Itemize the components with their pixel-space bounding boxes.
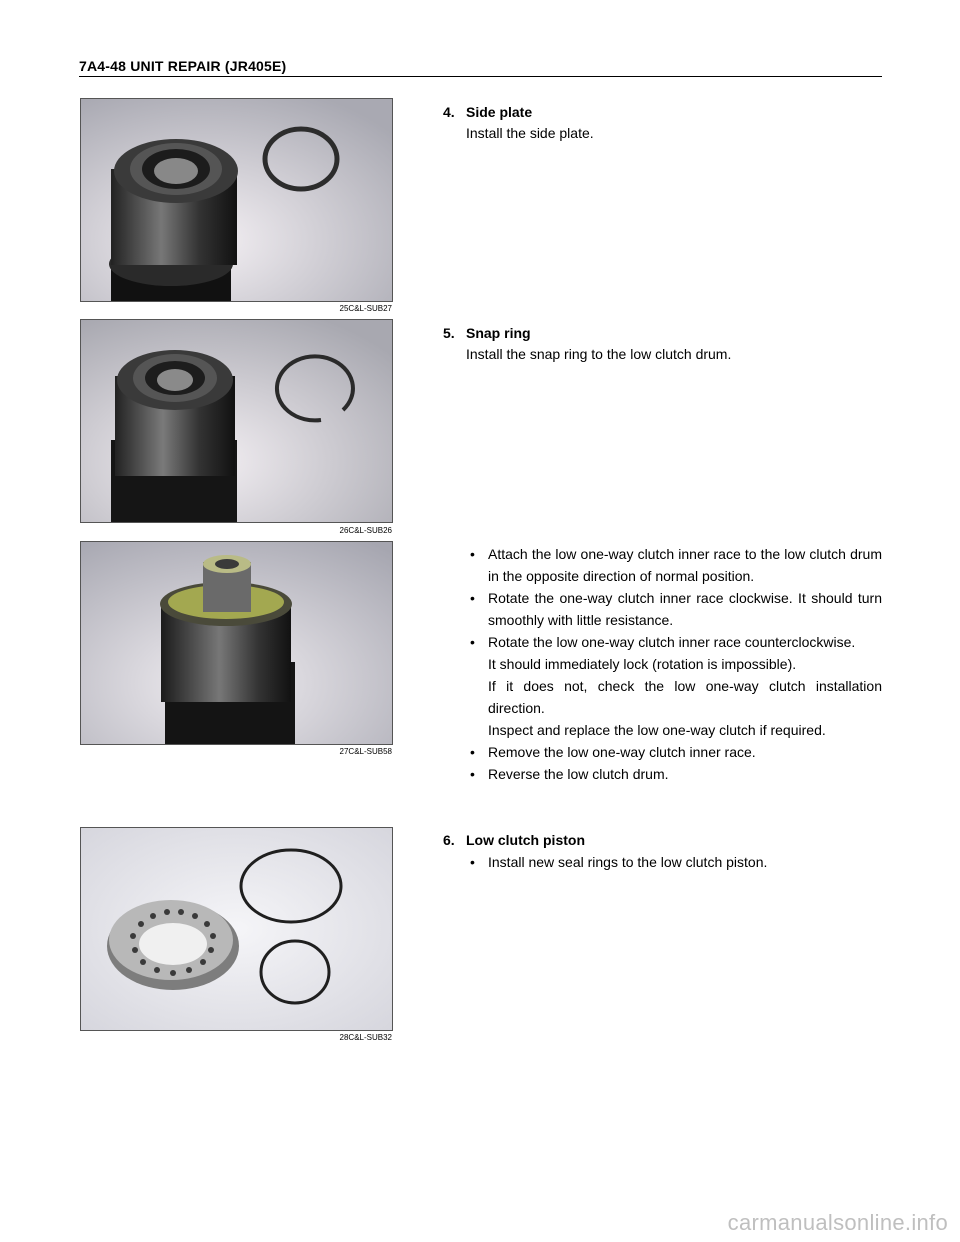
step-title	[443, 325, 531, 341]
bullet-glyph: •	[470, 634, 475, 650]
photo-low-clutch-piston	[80, 827, 393, 1031]
step-text: Install the side plate.	[466, 125, 594, 141]
step-title-text: Side plate	[466, 104, 533, 120]
inner-race-instructions	[466, 543, 882, 785]
list-item: • Attach the low one-way clutch inner race to the low clutch drum in the opposite direction of normal position.	[466, 543, 882, 587]
list-item-continuation: If it does not, check the low one-way clutch installation direction.	[488, 678, 882, 716]
photo-inner-race	[80, 541, 393, 745]
step-title	[443, 832, 585, 848]
step-number: 6.	[443, 832, 455, 848]
photo-snap-ring	[80, 319, 393, 523]
step-title-text: Snap ring	[466, 325, 531, 341]
list-item-continuation: Inspect and replace the low one-way clutch if required.	[488, 722, 826, 738]
page-header: 7A4-48 UNIT REPAIR (JR405E)	[79, 58, 287, 74]
piston-instructions	[466, 851, 882, 873]
list-item: • Remove the low one-way clutch inner race.	[466, 741, 882, 763]
bullet-glyph: •	[470, 590, 475, 606]
list-item-continuation: It should immediately lock (rotation is impossible).	[488, 656, 797, 672]
list-item: • Rotate the one-way clutch inner race clockwise. It should turn smoothly with little resistance.	[466, 587, 882, 631]
bullet-glyph: •	[470, 546, 475, 562]
bullet-glyph: •	[470, 854, 475, 870]
list-item: • Rotate the low one-way clutch inner race counterclockwise.	[466, 631, 882, 653]
list-item: • Reverse the low clutch drum.	[466, 763, 882, 785]
step-text: Install the snap ring to the low clutch drum.	[466, 346, 732, 362]
photo-side-plate	[80, 98, 393, 302]
step-number: 4.	[443, 104, 455, 120]
photo-code: 25C&L-SUB27	[339, 304, 392, 313]
bullet-glyph: •	[470, 744, 475, 760]
step-number: 5.	[443, 325, 455, 341]
photo-code: 26C&L-SUB26	[339, 526, 392, 535]
bullet-glyph: •	[470, 766, 475, 782]
list-item: • Install new seal rings to the low clutch piston.	[466, 851, 882, 873]
step-title-text: Low clutch piston	[466, 832, 585, 848]
header-rule	[79, 76, 882, 77]
photo-code: 28C&L-SUB32	[339, 1033, 392, 1042]
photo-code: 27C&L-SUB58	[339, 747, 392, 756]
step-title	[443, 104, 532, 120]
watermark: carmanualsonline.info	[727, 1210, 948, 1235]
